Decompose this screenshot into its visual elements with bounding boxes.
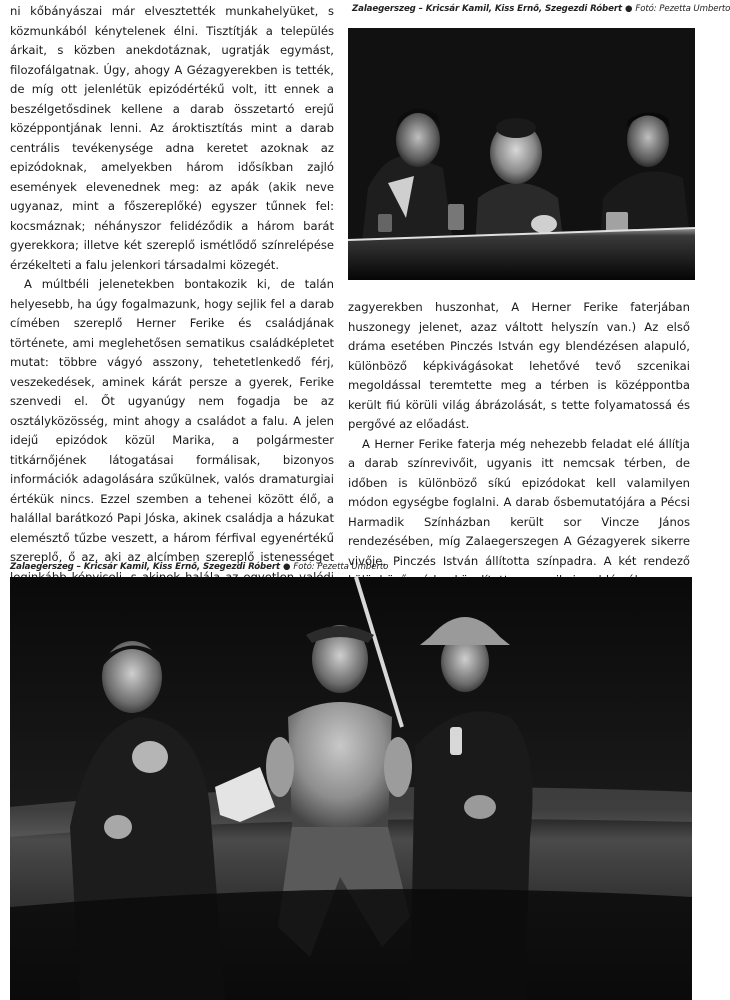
caption-bullet: ●	[624, 4, 633, 14]
photo-caption-bottom	[10, 562, 388, 572]
paragraph: A múltbéli jelenetekben bontakozik ki, de talán helyesebb, ha úgy fogalmazunk, hogy sejlik fel a darab címében szereplő Herner Ferike és családjának története, ami meglehetősen sematikus családképletet mutat: többre vágyó asszony, tehetetlenkedő férj, veszekedések, aminek kárát persze a gyerek, Ferike szenvedi el. Őt ugyanúgy nem fogadja be az osztályközösség, mint ahogy a családot a falu. A jelen idejű epizódok közül Marika, a polgármester titkárnőjének látogatásai formálisak, bizonyos információk adagolására szűkülnek, valós dramaturgiai értékük nincs. Ezzel szemben a tehenei között élő, a halállal barátkozó Papi Jóska, akinek családja a házukat elemésztő tűzbe veszett, a három férfival egyenértékű szereplő, ő az, aki az alcímben szereplő istenességet	[10, 277, 334, 564]
caption-bullet: ●	[282, 562, 291, 572]
paragraph: A Herner Ferike faterja még nehezebb feladat elé állítja a darab színrevivőit, ugyanis itt nemcsak térben, de időben is különböző síkú epizódokat kell valamilyen módon egységbe foglalni. A darab ősbemutatójára a Pécsi Harmadik Színházban került sor Vincze János rendezésében, míg Zalaegerszegen A Gézagyerek sikerre vivője, Pinczés István állította színpadra. A két rendező	[348, 436, 690, 568]
caption-credit: Fotó: Pezetta Umberto	[293, 562, 389, 572]
caption-text: Zalaegerszeg – Kricsár Kamil, Kiss Ernő, Szegezdi Róbert	[10, 562, 280, 572]
photo-bar-scene-image	[348, 28, 695, 280]
photo-caption-top	[352, 4, 730, 14]
paragraph: zagyerekben huszonhat, A Herner Ferike faterjában huszonegy jelenet, azaz váltott helyszín van.) Az első dráma esetében Pinczés István egy blendézésen alapuló, különböző képkivágásokat lehetővé tevő szcenikai megoldással teremtette meg a térben is középpontba került fiú körüli világ ábrázolását, s tette folyamatossá és pergővé az előadást.	[348, 300, 690, 431]
caption-text: Zalaegerszeg – Kricsár Kamil, Kiss Ernő, Szegezdi Róbert	[352, 4, 622, 14]
paragraph: ni kőbányászai már elvesztették munkahelyüket, s közmunkából kénytelenek élni. Tisztítják a település árkait, s közben anekdotáznak, ugratják egymást, filozofálgatnak. Úgy, ahogy A Gézagyerekben is tették, de míg ott jelenlétük epizódértékű volt, itt ennek a beszélgetősdinek kellene a darab összetartó erejű középpontjának lenni. Az ároktisztítás mint a darab centrális tevékenysége adna keretet azoknak az epizódoknak, amelyekben három idősíkban zajló események elevenednek meg: az apák (akik neve ugyanaz, mint a főszereplőké) egyszer tűnnek fel: kocsmáznak; néhányszor felidéződik a három barát gyerekkora; illetve két szereplő ismétlődő színrelépése érzékelteti a falu jelenkori társadalmi közegét.	[10, 4, 334, 272]
photo-bar-scene	[348, 28, 695, 280]
photo-ditch-scene-image	[10, 577, 692, 1000]
caption-credit: Fotó: Pezetta Umberto	[635, 4, 730, 14]
photo-ditch-scene	[10, 577, 692, 1000]
